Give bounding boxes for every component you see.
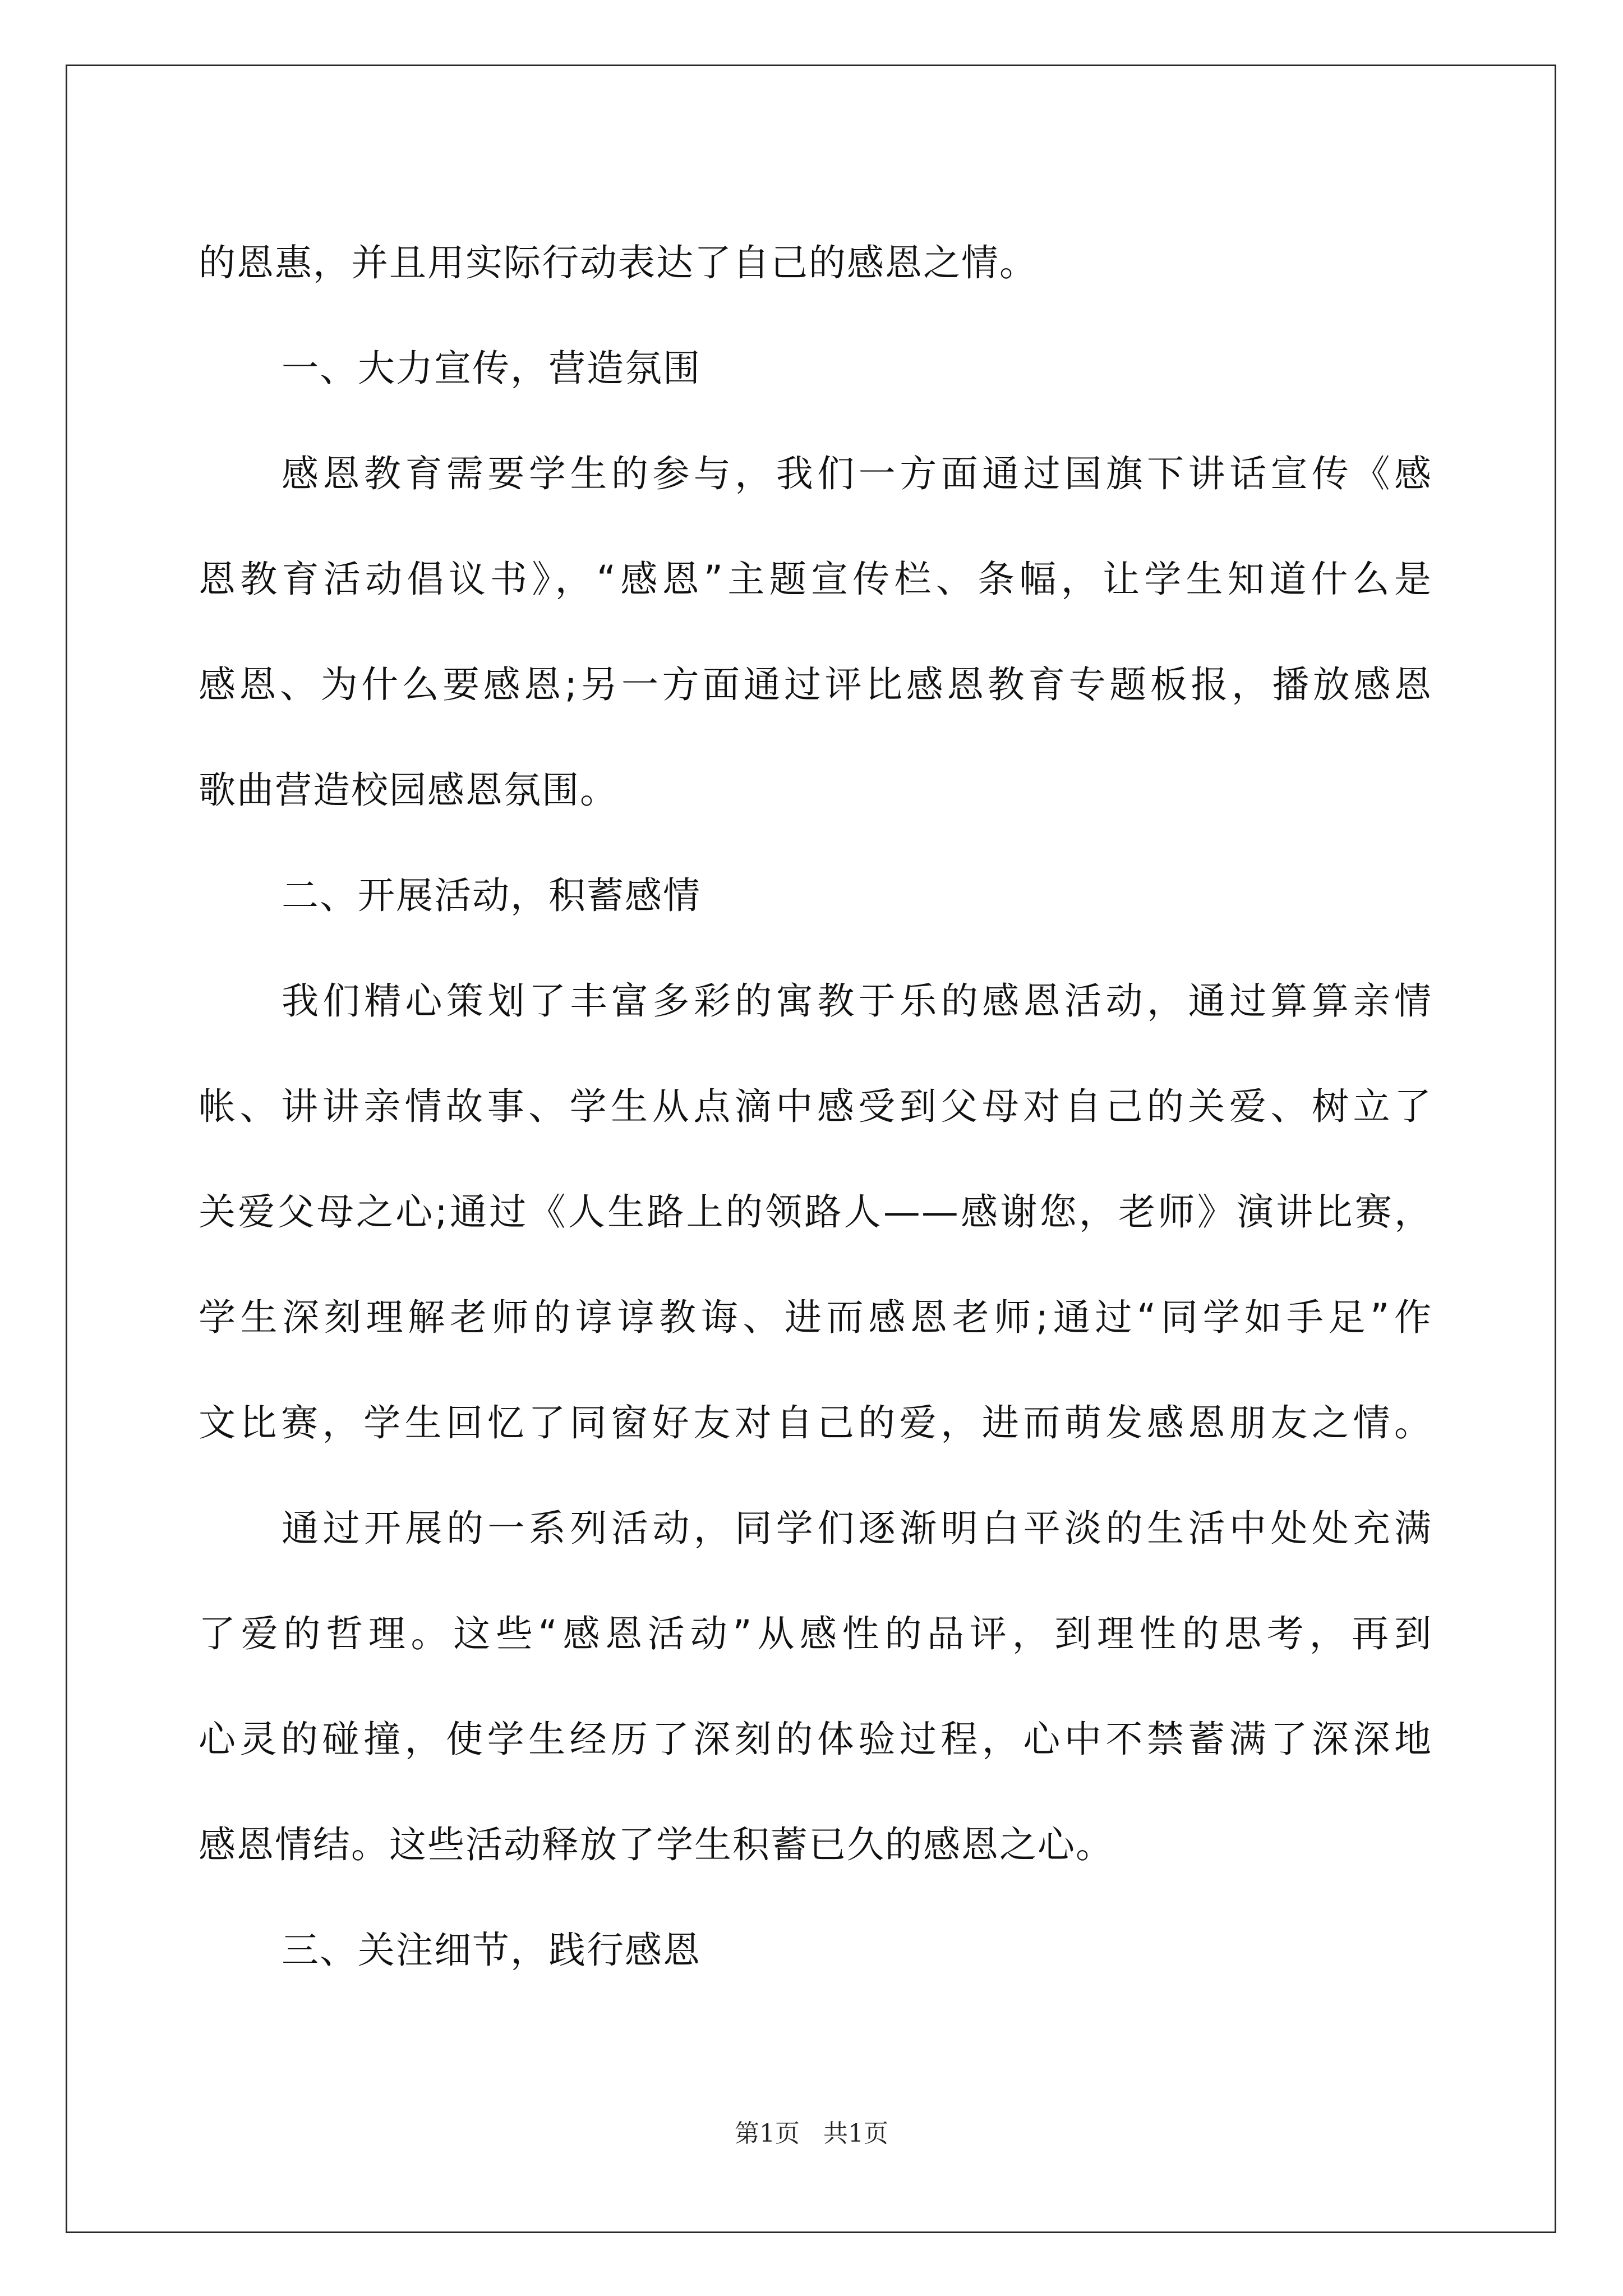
text-line: 歌曲营造校园感恩氛围。 bbox=[199, 769, 618, 812]
text-line: 学生深刻理解老师的谆谆教诲、进而感恩老师;通过“同学如手足”作 bbox=[199, 1296, 1432, 1339]
text-line: 帐、讲讲亲情故事、学生从点滴中感受到父母对自己的关爱、树立了 bbox=[199, 1085, 1432, 1128]
text-line: 关爱父母之心;通过《人生路上的领路人——感谢您，老师》演讲比赛， bbox=[199, 1190, 1432, 1234]
text-line: 感恩、为什么要感恩;另一方面通过评比感恩教育专题板报，播放感恩 bbox=[199, 663, 1432, 706]
section-heading: 二、开展活动，积蓄感情 bbox=[282, 874, 701, 917]
document-body bbox=[199, 210, 1432, 2003]
text-line: 文比赛，学生回忆了同窗好友对自己的爱，进而萌发感恩朋友之情。 bbox=[199, 1401, 1432, 1444]
text-line: 通过开展的一系列活动，同学们逐渐明白平淡的生活中处处充满 bbox=[282, 1507, 1432, 1550]
text-line: 我们精心策划了丰富多彩的寓教于乐的感恩活动，通过算算亲情 bbox=[282, 979, 1432, 1023]
text-line: 感恩教育需要学生的参与，我们一方面通过国旗下讲话宣传《感 bbox=[282, 452, 1432, 495]
text-line: 感恩情结。这些活动释放了学生积蓄已久的感恩之心。 bbox=[199, 1823, 1114, 1866]
page-footer: 第1页 共1页 bbox=[735, 2119, 888, 2148]
section-heading: 一、大力宣传，营造氛围 bbox=[282, 347, 701, 390]
text-line: 心灵的碰撞，使学生经历了深刻的体验过程，心中不禁蓄满了深深地 bbox=[199, 1718, 1432, 1761]
text-line: 恩教育活动倡议书》，“感恩”主题宣传栏、条幅，让学生知道什么是 bbox=[199, 558, 1432, 601]
section-heading: 三、关注细节，践行感恩 bbox=[282, 1929, 701, 1972]
text-line: 的恩惠，并且用实际行动表达了自己的感恩之情。 bbox=[199, 241, 1038, 284]
text-line: 了爱的哲理。这些“感恩活动”从感性的品评，到理性的思考，再到 bbox=[199, 1612, 1432, 1655]
